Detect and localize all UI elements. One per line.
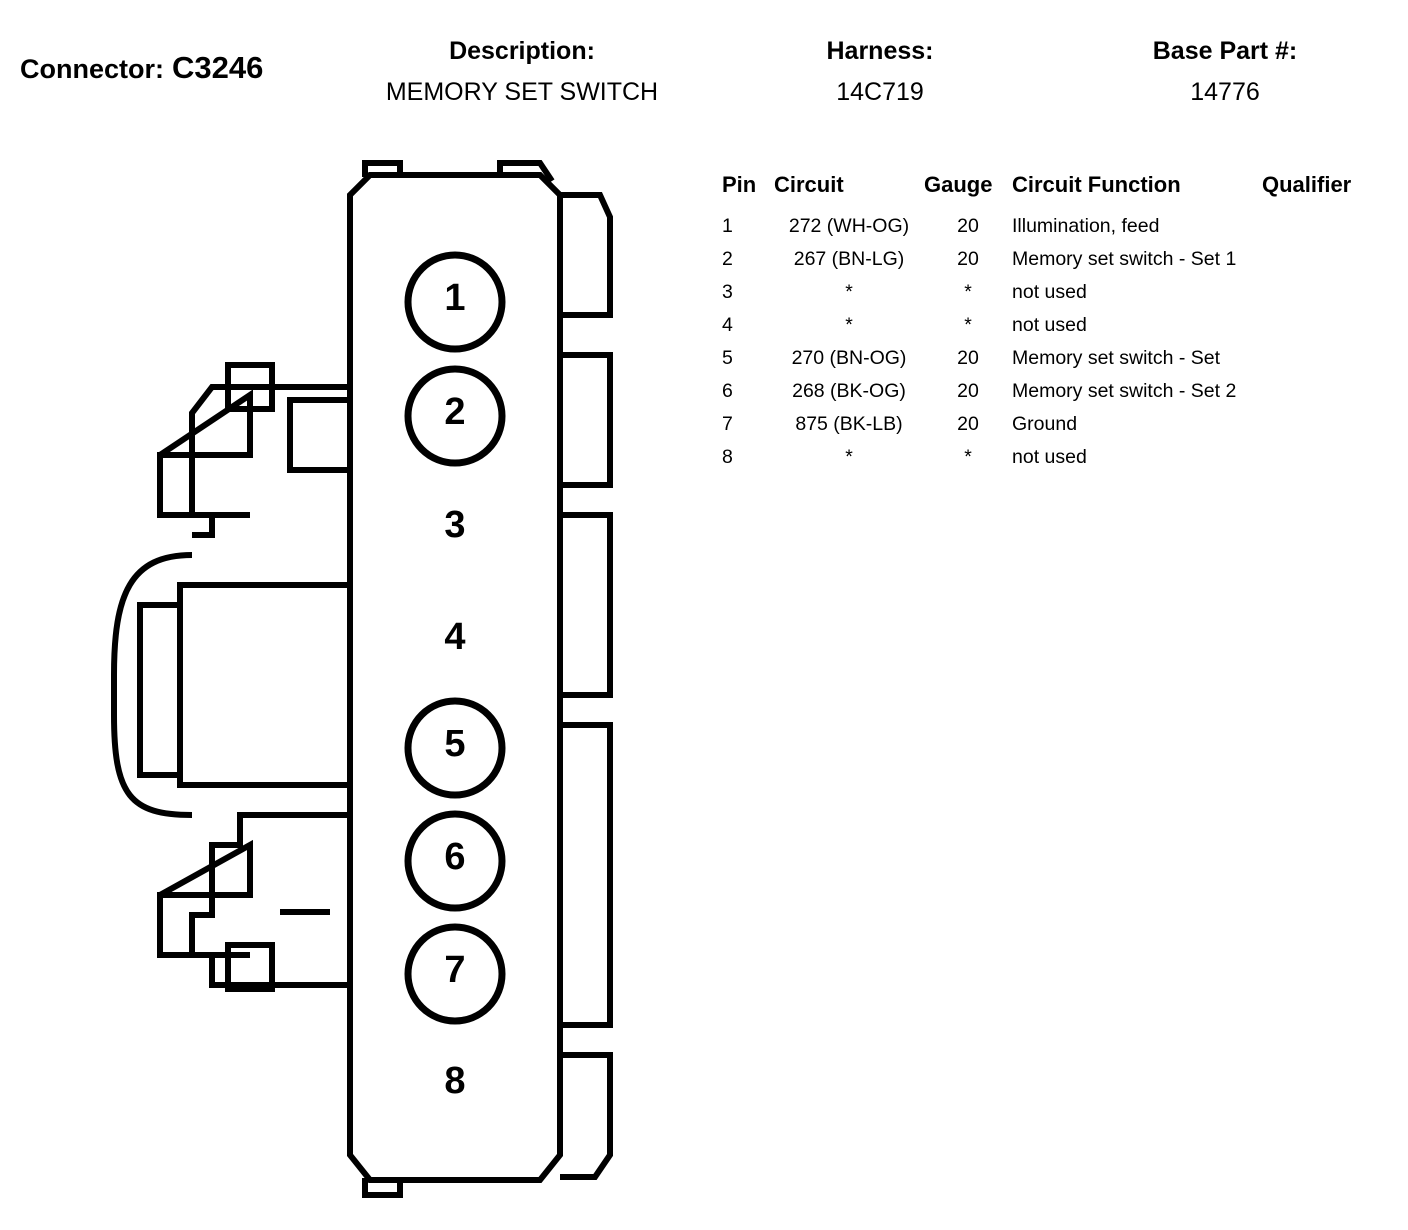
pin-number-3: 3 <box>444 504 466 546</box>
cell-pin: 5 <box>722 347 733 369</box>
cell-qualifier <box>1262 309 1382 342</box>
cell-circuit: 267 (BN-LG) <box>793 248 905 270</box>
connector-latch-arm-top <box>160 395 250 515</box>
pin-number-7: 7 <box>444 949 466 991</box>
column-header-pin: Pin <box>722 172 757 197</box>
cell-pin: 2 <box>722 248 733 270</box>
connector-right-shell-3 <box>560 515 610 695</box>
cell-qualifier <box>1262 441 1382 474</box>
connector-diagram <box>100 155 660 1230</box>
cell-circuit: * <box>845 281 853 303</box>
cell-circuit: * <box>845 446 853 468</box>
table-row <box>722 276 1382 309</box>
cell-qualifier <box>1262 408 1382 441</box>
cell-circuit: 272 (WH-OG) <box>788 215 910 237</box>
pin-number-2: 2 <box>444 391 466 433</box>
cell-function: not used <box>1012 446 1087 468</box>
cell-gauge: 20 <box>957 413 979 435</box>
table-row <box>722 210 1382 243</box>
pintable <box>722 172 1382 474</box>
cell-qualifier <box>1262 342 1382 375</box>
description-value: MEMORY SET SWITCH <box>385 78 659 106</box>
base-part-block <box>1075 37 1375 107</box>
column-header-qualifier: Qualifier <box>1262 172 1352 197</box>
connector-inner-rect-top <box>290 400 350 470</box>
base-part-value: 14776 <box>1190 78 1260 106</box>
cell-circuit: 270 (BN-OG) <box>791 347 907 369</box>
cell-qualifier <box>1262 276 1382 309</box>
cell-pin: 7 <box>722 413 733 435</box>
cell-qualifier <box>1262 243 1382 276</box>
table-row <box>722 441 1382 474</box>
column-header-gauge: Gauge <box>924 172 993 197</box>
pin-assignment-table <box>722 172 1392 474</box>
cell-gauge: * <box>964 314 972 336</box>
connector-id: C3246 <box>172 50 264 85</box>
column-header-function: Circuit Function <box>1012 172 1181 197</box>
connector-right-shell-4 <box>560 725 610 1025</box>
cell-gauge: 20 <box>957 215 979 237</box>
cell-circuit: * <box>845 314 853 336</box>
table-row <box>722 342 1382 375</box>
cell-gauge: 20 <box>957 347 979 369</box>
pin-number-8: 8 <box>444 1060 466 1102</box>
cell-pin: 1 <box>722 215 733 237</box>
cell-pin: 6 <box>722 380 733 402</box>
table-row <box>722 243 1382 276</box>
cell-gauge: 20 <box>957 248 979 270</box>
table-row <box>722 408 1382 441</box>
connector-right-shell-5 <box>560 1055 610 1177</box>
harness-label: Harness: <box>826 37 934 65</box>
cell-function: Ground <box>1012 413 1078 435</box>
cell-function: Memory set switch - Set 2 <box>1012 380 1237 402</box>
cell-function: not used <box>1012 314 1087 336</box>
cell-pin: 4 <box>722 314 733 336</box>
connector-heading <box>20 50 263 86</box>
cell-circuit: 268 (BK-OG) <box>792 380 906 402</box>
cell-function: not used <box>1012 281 1087 303</box>
connector-inner-block-edge <box>140 605 180 775</box>
cell-qualifier <box>1262 210 1382 243</box>
column-header-circuit: Circuit <box>774 172 844 197</box>
cell-pin: 8 <box>722 446 733 468</box>
connector-inner-block <box>180 585 350 785</box>
cell-function: Memory set switch - Set 1 <box>1012 248 1237 270</box>
description-label: Description: <box>449 37 595 65</box>
connector-svg <box>100 155 660 1225</box>
pin-number-5: 5 <box>444 723 466 765</box>
base-part-label: Base Part #: <box>1152 37 1298 65</box>
cell-function: Illumination, feed <box>1012 215 1160 237</box>
pin-number-1: 1 <box>444 277 466 319</box>
pin-number-4: 4 <box>444 616 466 658</box>
page-header <box>0 0 1408 120</box>
cell-qualifier <box>1262 375 1382 408</box>
table-row <box>722 375 1382 408</box>
cell-gauge: * <box>964 446 972 468</box>
cell-circuit: 875 (BK-LB) <box>795 413 903 435</box>
connector-label: Connector: <box>20 54 164 84</box>
connector-right-shell <box>560 195 610 315</box>
connector-right-shell-2 <box>560 355 610 485</box>
cell-function: Memory set switch - Set <box>1012 347 1221 369</box>
harness-block <box>730 37 1030 107</box>
connector-latch-arm-bottom <box>160 845 250 955</box>
table-header-row <box>722 172 1382 210</box>
pin-number-6: 6 <box>444 836 466 878</box>
cell-gauge: 20 <box>957 380 979 402</box>
cell-pin: 3 <box>722 281 733 303</box>
description-block <box>352 37 692 107</box>
harness-value: 14C719 <box>836 78 924 106</box>
cell-gauge: * <box>964 281 972 303</box>
table-row <box>722 309 1382 342</box>
